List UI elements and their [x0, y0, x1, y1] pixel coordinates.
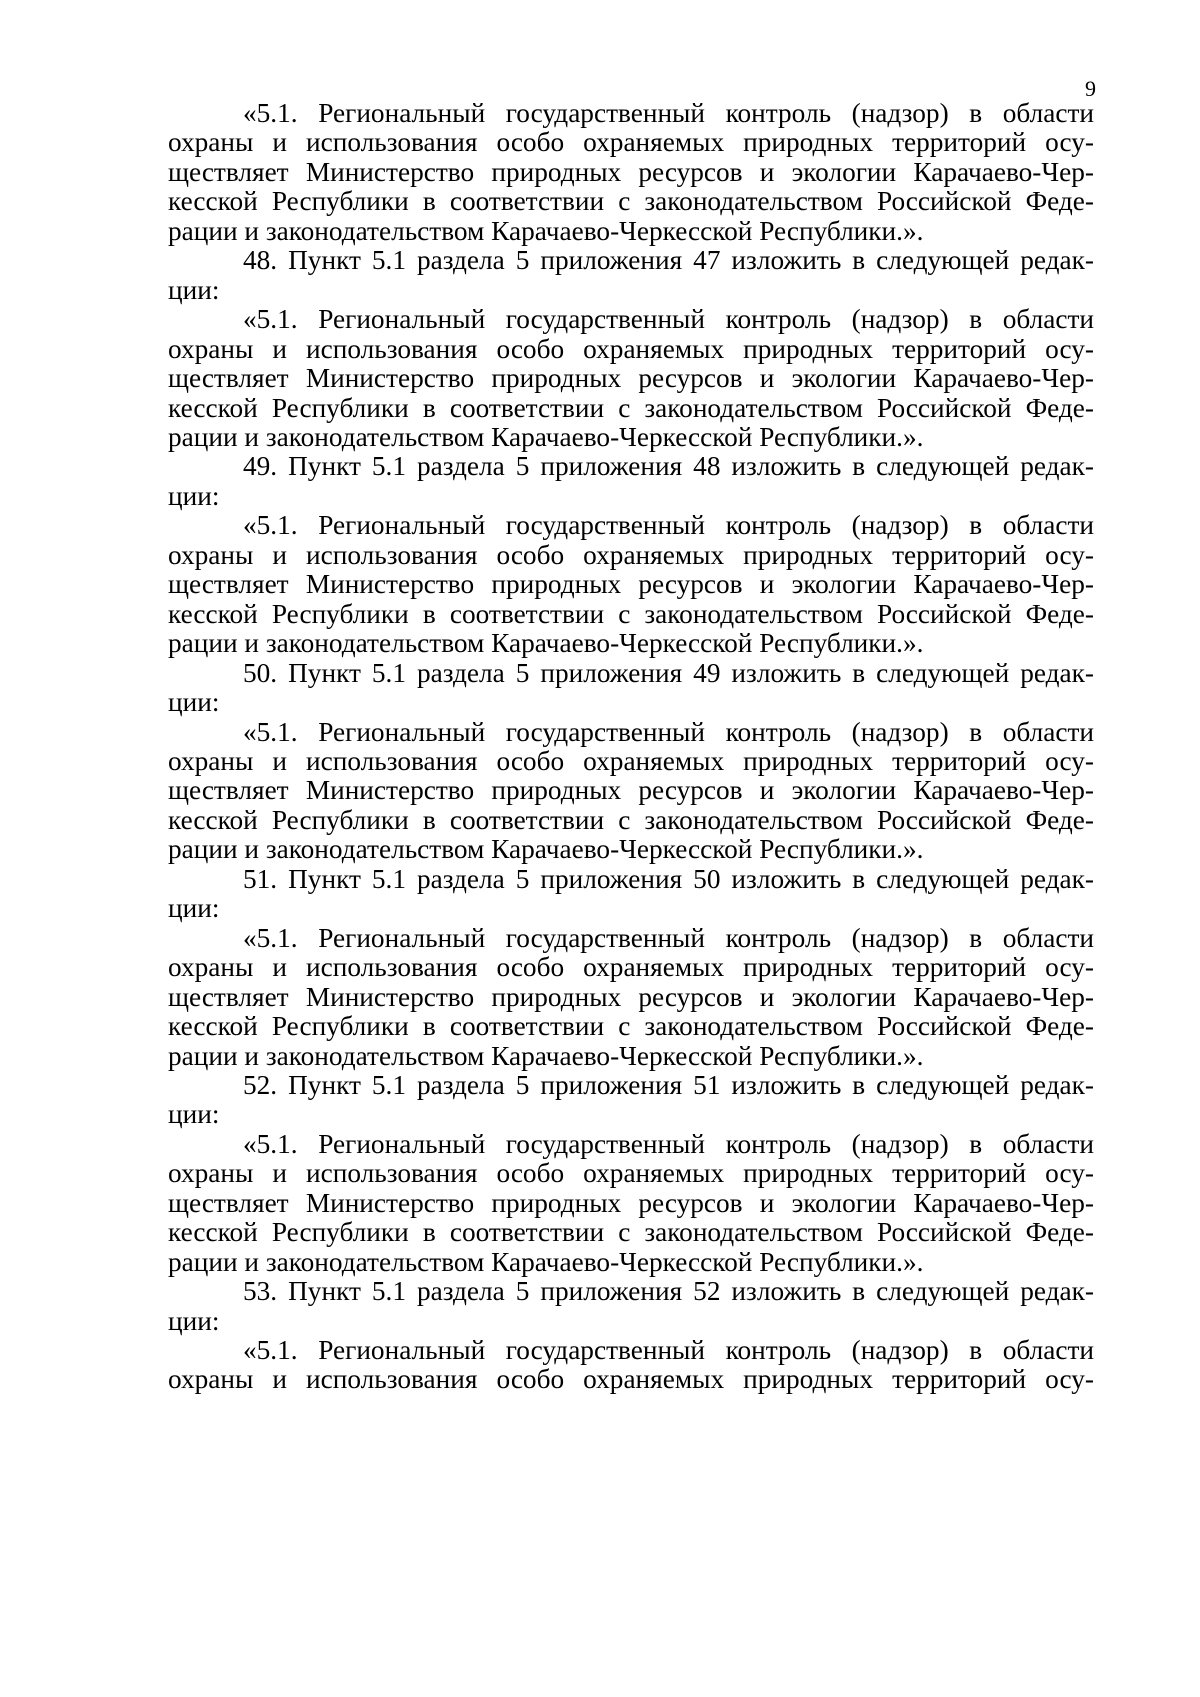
quoted-paragraph — [168, 511, 1094, 658]
amendment-item — [168, 452, 1094, 511]
amendment-item — [168, 659, 1094, 718]
text-line: ществляет Министерство природных ресурсов и экологии Карачаево-Чер- — [168, 569, 1094, 600]
quoted-paragraph — [168, 924, 1094, 1071]
amendment-item — [168, 246, 1094, 305]
text-line: рации и законодательством Карачаево-Черкесской Республики.». — [168, 834, 924, 865]
text-line: ции: — [168, 1305, 220, 1336]
quoted-paragraph — [168, 1336, 1094, 1395]
text-line: «5.1. Региональный государственный контроль (надзор) в области — [243, 1128, 1094, 1159]
text-line: кесской Республики в соответствии с законодательством Российской Феде- — [168, 804, 1094, 835]
text-line: кесской Республики в соответствии с законодательством Российской Феде- — [168, 1217, 1094, 1248]
text-line: охраны и использования особо охраняемых природных территорий осу- — [168, 1158, 1094, 1189]
text-line: ществляет Министерство природных ресурсов и экологии Карачаево-Чер- — [168, 1187, 1094, 1218]
text-line: рации и законодательством Карачаево-Черкесской Республики.». — [168, 1040, 924, 1071]
text-line: ции: — [168, 274, 220, 305]
quoted-paragraph — [168, 305, 1094, 452]
text-line: охраны и использования особо охраняемых природных территорий осу- — [168, 539, 1094, 570]
text-line: ции: — [168, 893, 220, 924]
text-line: 49. Пункт 5.1 раздела 5 приложения 48 изложить в следующей редак- — [243, 451, 1094, 482]
text-line: ции: — [168, 687, 220, 718]
text-line: ществляет Министерство природных ресурсов и экологии Карачаево-Чер- — [168, 981, 1094, 1012]
text-line: ществляет Министерство природных ресурсов и экологии Карачаево-Чер- — [168, 363, 1094, 394]
text-line: кесской Республики в соответствии с законодательством Российской Феде- — [168, 1011, 1094, 1042]
text-line: охраны и использования особо охраняемых природных территорий осу- — [168, 745, 1094, 776]
text-line: «5.1. Региональный государственный контроль (надзор) в области — [243, 716, 1094, 747]
text-line: охраны и использования особо охраняемых природных территорий осу- — [168, 952, 1094, 983]
amendment-item — [168, 865, 1094, 924]
text-line: 52. Пункт 5.1 раздела 5 приложения 51 изложить в следующей редак- — [243, 1069, 1094, 1100]
page-number: 9 — [1085, 76, 1096, 101]
text-line: 51. Пункт 5.1 раздела 5 приложения 50 изложить в следующей редак- — [243, 863, 1094, 894]
text-line: кесской Республики в соответствии с законодательством Российской Феде- — [168, 392, 1094, 423]
text-line: 48. Пункт 5.1 раздела 5 приложения 47 изложить в следующей редак- — [243, 245, 1094, 276]
document-body — [168, 99, 1094, 1395]
text-line: охраны и использования особо охраняемых природных территорий осу- — [168, 127, 1094, 158]
text-line: «5.1. Региональный государственный контроль (надзор) в области — [243, 922, 1094, 953]
text-line: 50. Пункт 5.1 раздела 5 приложения 49 изложить в следующей редак- — [243, 657, 1094, 688]
amendment-item — [168, 1071, 1094, 1130]
text-line: «5.1. Региональный государственный контроль (надзор) в области — [243, 304, 1094, 335]
text-line: кесской Республики в соответствии с законодательством Российской Феде- — [168, 186, 1094, 217]
text-line: охраны и использования особо охраняемых природных территорий осу- — [168, 1364, 1094, 1395]
text-line: рации и законодательством Карачаево-Черкесской Республики.». — [168, 215, 924, 246]
text-line: «5.1. Региональный государственный контроль (надзор) в области — [243, 98, 1094, 128]
text-line: ществляет Министерство природных ресурсов и экологии Карачаево-Чер- — [168, 156, 1094, 187]
text-line: «5.1. Региональный государственный контроль (надзор) в области — [243, 1335, 1094, 1366]
quoted-paragraph — [168, 718, 1094, 865]
text-line: рации и законодательством Карачаево-Черкесской Республики.». — [168, 628, 924, 659]
text-line: кесской Республики в соответствии с законодательством Российской Феде- — [168, 598, 1094, 629]
text-line: 53. Пункт 5.1 раздела 5 приложения 52 изложить в следующей редак- — [243, 1276, 1094, 1307]
quoted-paragraph — [168, 1130, 1094, 1277]
amendment-item — [168, 1277, 1094, 1336]
text-line: ществляет Министерство природных ресурсов и экологии Карачаево-Чер- — [168, 775, 1094, 806]
quoted-paragraph — [168, 99, 1094, 246]
text-line: ции: — [168, 1099, 220, 1130]
text-line: рации и законодательством Карачаево-Черкесской Республики.». — [168, 1246, 924, 1277]
text-line: «5.1. Региональный государственный контроль (надзор) в области — [243, 510, 1094, 541]
text-line: рации и законодательством Карачаево-Черкесской Республики.». — [168, 421, 924, 452]
text-line: ции: — [168, 480, 220, 511]
text-line: охраны и использования особо охраняемых природных территорий осу- — [168, 333, 1094, 364]
